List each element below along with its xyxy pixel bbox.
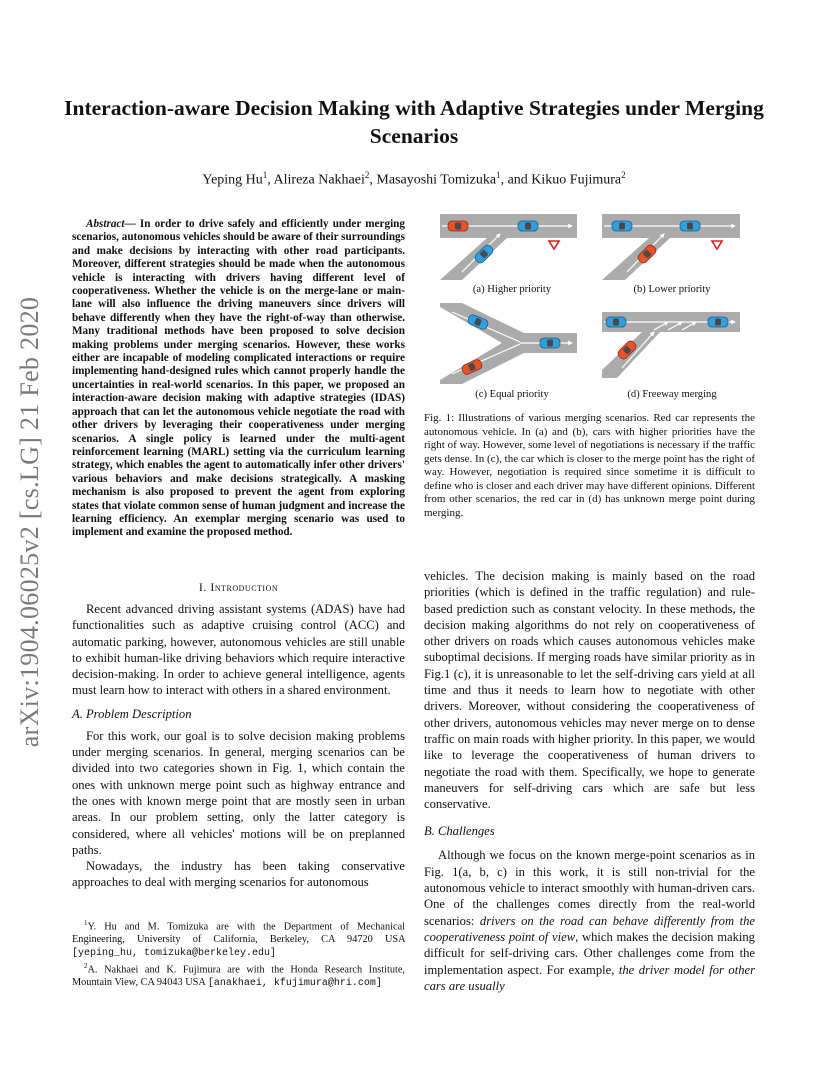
left-column-body [72, 601, 405, 891]
arxiv-stamp [4, 287, 56, 757]
author-name: Yeping Hu [202, 172, 263, 188]
abstract: Abstract— In order to drive safely and efficiently under merging scenarios, autonomous vehicles should be aware of their surroundings and make decisions by interacting with other road participants. Moreover, different strategies should be made when the autonomous vehicle is interacting with drivers having different level of cooperativeness. Whether the vehicle is on the merge-lane or main-lane will also influence the driving maneuvers since drivers will behave differently when they have the right-of-way than otherwise. Many traditional methods have been proposed to solve decision making problems under merging scenarios. However, these works either are incapable of modeling complicated interactions or require implementing hand-designed rules which cannot properly handle the uncertainties in real-world scenarios. In this paper, we proposed an interaction-aware decision making with adaptive strategies (IDAS) approach that can let the autonomous vehicle negotiate the road with other drivers by leveraging their cooperativeness under merging scenarios. A single policy is learned under the multi-agent reinforcement learning (MARL) setting via the curriculum learning strategy, which enables the agent to automatically infer other drivers' various behaviors and make decisions strategically. A masking mechanism is also proposed to prevent the agent from exploring states that violate common sense of human judgment and increase the learning efficiency. An exemplar merging scenario was used to implement and examine the proposed method. [72, 218, 406, 539]
paragraph: For this work, our goal is to solve decision making problems under merging scenarios. In general, merging scenarios can be divided into two categories shown in Fig. 1, which contain the ones with unknown merge point such as highway entrance and the ones with known merge point that are mostly seen in urban areas. In our problem setting, only the latter category is considered, where all vehicles' motions will be on preplanned paths. [72, 728, 405, 857]
author-name: Masayoshi Tomizuka [376, 172, 497, 188]
footnotes [72, 917, 405, 991]
scenario-b-lower-priority [602, 214, 740, 280]
abstract-lead: Abstract [86, 218, 125, 230]
author-name: Kikuo Fujimura [531, 172, 622, 188]
paragraph: Although we focus on the known merge-point scenarios as in Fig. 1(a, b, c) in this work, it is still non-trivial for the autonomous vehicle to interact smoothly with human-driven cars. One of the challenges comes directly from the real-world scenarios: drivers on the road can behave differently from the cooperativeness point of view, which makes the decision making difficult for self-driving cars. Other challenges come from the implementation aspect. For example, the driver model for other cars are usually [424, 848, 755, 993]
scenario-a-higher-priority [440, 214, 577, 280]
figure-caption: Fig. 1: Illustrations of various merging scenarios. Red car represents the autonomous vehicle. In (a) and (b), cars with higher priorities have the right of way. However, some level of negotiations is necessary if the traffic gets dense. In (c), the car which is closer to the merge point has the right of way. However, negotiation is required since sometime it is difficult to define who is closer and each driver may have different opinions. Different from other scenarios, the red car in (d) has unknown merge point during merging. [424, 412, 755, 519]
paragraph: Recent advanced driving assistant systems (ADAS) have had functionalities such as adaptive cruising control (ACC) and automatic parking, however, autonomous vehicles are still unable to exhibit human-like driving behaviors which require interactive decision-making. In order to achieve general intelligence, agents must learn how to interact with others in a shared environment. [72, 602, 405, 698]
paragraph: vehicles. The decision making is mainly based on the road priorities (which is defined in the traffic regulation) and rule-based prediction such as constant velocity. In these methods, the decision making algorithms do not rely on cooperativeness of other drivers on roads which causes autonomous vehicles make suboptimal decisions. If merging roads have similar priority as in Fig.1 (c), it is unreasonable to let the self-driving cars yield at all time and thus it needs to learn how to negotiate with other drivers. Moreover, without considering the cooperativeness of other drivers, autonomous vehicles may never merge on to dense traffic on main roads with higher priority. In this paper, we would like to leverage the cooperativeness of human drivers to negotiate the road with them. Specifically, we hope to generate maneuvers for self-driving cars which are safe but less conservative. [424, 569, 755, 812]
subcaption-c: (c) Equal priority [475, 389, 549, 400]
paragraph: Nowadays, the industry has been taking conservative approaches to deal with merging scenarios for autonomous [72, 859, 405, 890]
subcaption-d: (d) Freeway merging [627, 389, 717, 400]
scenario-d-freeway-merging [602, 312, 740, 378]
footnote: $^2$A. Nakhaei and K. Fujimura are with the Honda Research Institute, Mountain View, CA 94043 USA [anakhaei, kfujimura@hri.com] [72, 962, 405, 990]
arxiv-id: arXiv:1904.06025v2 [cs.LG] 21 Feb 2020 [15, 296, 44, 748]
yield-sign-icon [712, 241, 722, 249]
yield-sign-icon [549, 241, 559, 249]
merging-scenarios-illustration [432, 208, 762, 408]
section-heading: I. Introduction [198, 580, 279, 594]
figure-1 [432, 208, 762, 408]
footnote: $^1$Y. Hu and M. Tomizuka are with the Department of Mechanical Engineering, University of California, Berkeley, CA 94720 USA [yeping_hu, tomizuka@berkeley.edu] [72, 919, 405, 959]
right-column-body [424, 568, 755, 994]
author-list: Yeping Hu$^1$, Alireza Nakhaei$^2$, Masayoshi Tomizuka$^1$, and Kikuo Fujimura$^2$ [202, 170, 626, 188]
subsection-heading: A. Problem Description [72, 706, 192, 721]
subcaption-b: (b) Lower priority [633, 284, 711, 295]
paper-title: Interaction-aware Decision Making with Adaptive Strategies under Merging Scenarios [64, 96, 764, 148]
scenario-c-equal-priority [440, 303, 577, 384]
abstract-text: In order to drive safely and efficiently under merging scenarios, autonomous vehicles should be aware of their surroundings and make decisions by interacting with other road participants. Moreover, different strategies should be made when the autonomous vehicle is interacting with drivers having different level of cooperativeness. Whether the vehicle is on the merge-lane or main-lane will also influence the driving maneuvers since drivers will behave differently when they have the right-of-way than otherwise. Many traditional methods have been proposed to solve decision making problems under merging scenarios. However, these works either are incapable of modeling complicated interactions or require implementing hand-designed rules which cannot properly handle the uncertainties in real-world scenarios. In this paper, we proposed an interaction-aware decision making with adaptive strategies (IDAS) approach that can let the autonomous vehicle negotiate the road with other drivers by leveraging their cooperativeness under merging scenarios. A single policy is learned under the multi-agent reinforcement learning (MARL) setting via the curriculum learning strategy, which enables the agent to automatically infer other drivers' various behaviors and make decisions strategically. A masking mechanism is also proposed to prevent the agent from exploring states that violate common sense of human judgment and increase the learning efficiency. An exemplar merging scenario was used to implement and examine the proposed method. [72, 218, 406, 539]
author-name: Alireza Nakhaei [273, 172, 365, 188]
subsection-heading: B. Challenges [424, 824, 495, 839]
subcaption-a: (a) Higher priority [472, 284, 552, 295]
